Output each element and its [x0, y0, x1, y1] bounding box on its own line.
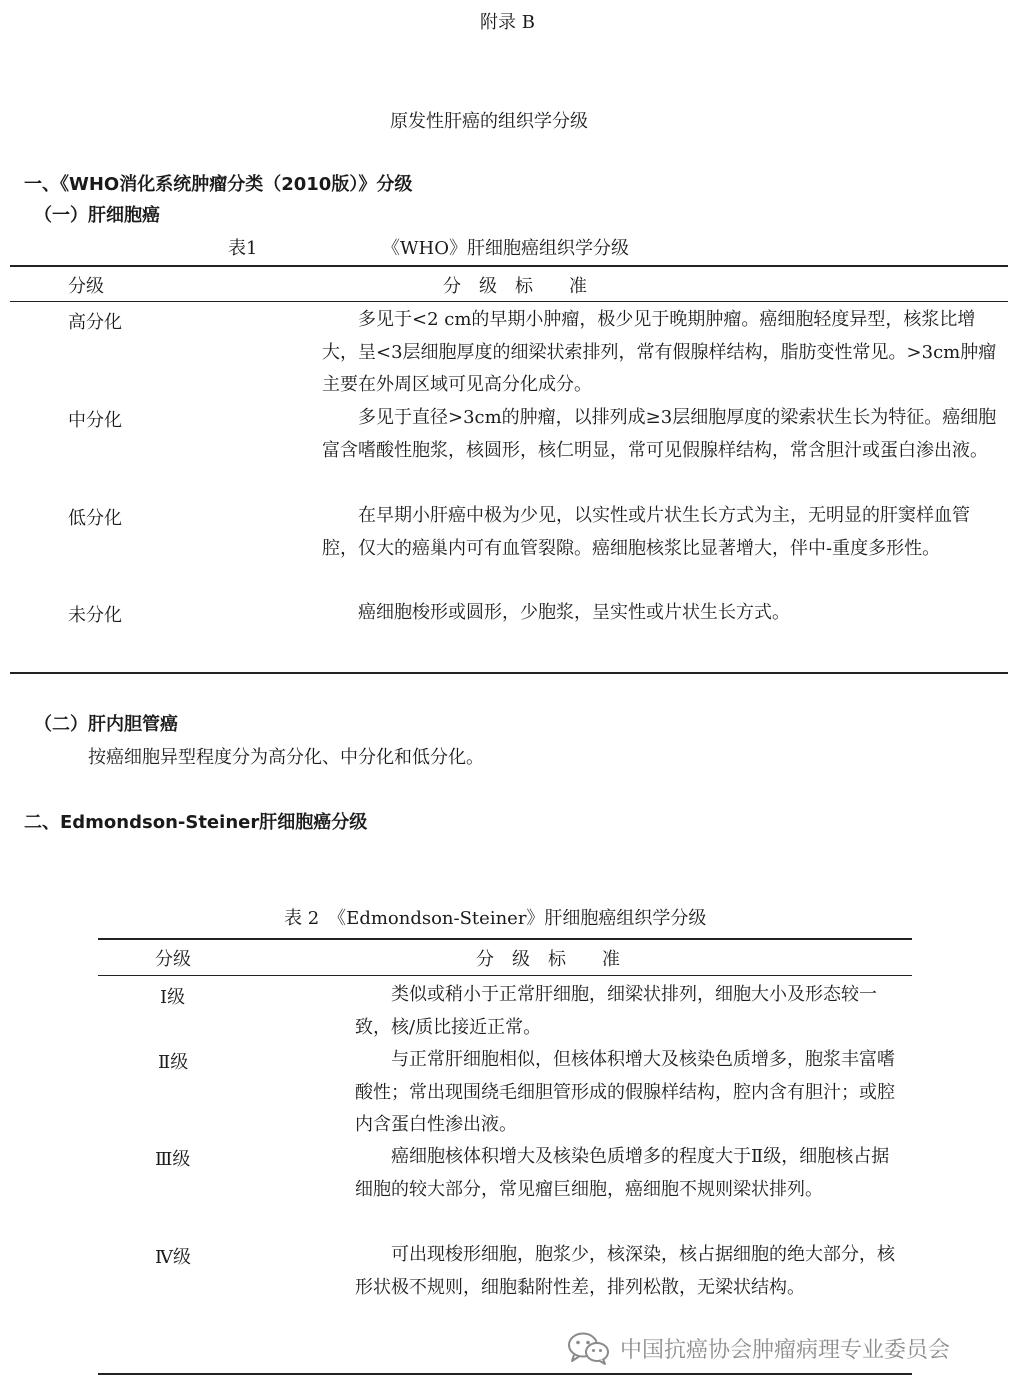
- table1-row-criteria: 在早期小肝癌中极为少见，以实性或片状生长方式为主，无明显的肝窦样血管腔，仅大的癌巢内可有血管裂隙。癌细胞核浆比显著增大，伴中-重度多形性。: [322, 505, 970, 559]
- subsection-hcc-heading: （一）肝细胞癌: [34, 205, 160, 226]
- table1-label: 表1: [228, 238, 258, 259]
- table1-col-criteria: 分 级 标 准: [443, 276, 587, 297]
- table1-row-grade: 低分化: [68, 508, 122, 529]
- table2-row-grade: Ⅱ级: [158, 1052, 189, 1073]
- document-title: 原发性肝癌的组织学分级: [390, 111, 588, 132]
- table1-row-criteria: 多见于<2 cm的早期小肿瘤，极少见于晚期肿瘤。癌细胞轻度异型，核浆比增大，呈<3层细胞厚度的细梁状索排列，常有假腺样结构，脂肪变性常见。>3cm肿瘤主要在外周区域可见高分化成分。: [322, 309, 997, 395]
- table2-col-criteria: 分 级 标 准: [476, 949, 620, 970]
- table2-row-grade: Ⅰ级: [160, 987, 186, 1008]
- table2-top-rule: [98, 938, 912, 940]
- table1-bottom-rule: [10, 672, 1008, 674]
- table1-top-rule: [10, 265, 1008, 267]
- table1-row-grade: 中分化: [68, 410, 122, 431]
- section-2-heading: 二、Edmondson-Steiner肝细胞癌分级: [24, 812, 368, 833]
- table2-row-criteria: 与正常肝细胞相似，但核体积增大及核染色质增多，胞浆丰富嗜酸性；常出现围绕毛细胆管形成的假腺样结构，腔内含有胆汁；或腔内含蛋白性渗出液。: [355, 1049, 895, 1135]
- watermark: [566, 1328, 950, 1368]
- section-1-heading: 一、《WHO消化系统肿瘤分类（2010版）》分级: [24, 174, 413, 195]
- table2-row-criteria: 类似或稍小于正常肝细胞，细梁状排列，细胞大小及形态较一致，核/质比接近正常。: [355, 984, 877, 1038]
- table2-header-rule: [98, 975, 912, 976]
- table2-row-criteria: 可出现梭形细胞，胞浆少，核深染，核占据细胞的绝大部分，核形状极不规则，细胞黏附性差，排列松散，无梁状结构。: [355, 1244, 895, 1298]
- appendix-title: 附录 B: [480, 12, 535, 33]
- table2-row-grade: Ⅳ级: [155, 1247, 191, 1268]
- table1-row-criteria: 癌细胞梭形或圆形，少胞浆，呈实性或片状生长方式。: [358, 602, 790, 623]
- icc-text: 按癌细胞异型程度分为高分化、中分化和低分化。: [88, 747, 484, 768]
- table1-row-criteria: 多见于直径>3cm的肿瘤，以排列成≥3层细胞厚度的梁索状生长为特征。癌细胞富含嗜酸性胞浆，核圆形，核仁明显，常可见假腺样结构，常含胆汁或蛋白渗出液。: [322, 407, 997, 461]
- watermark-text: 中国抗癌协会肿瘤病理专业委员会: [620, 1337, 951, 1363]
- wechat-icon: [566, 1330, 610, 1366]
- table2-col-grade: 分级: [155, 949, 191, 970]
- table1-row-grade: 高分化: [68, 312, 122, 333]
- subsection-icc-heading: （二）肝内胆管癌: [34, 714, 178, 735]
- table1-header-rule: [10, 301, 1008, 302]
- table1-title: 《WHO》肝细胞癌组织学分级: [382, 238, 629, 259]
- table2-row-criteria: 癌细胞核体积增大及核染色质增多的程度大于Ⅱ级，细胞核占据细胞的较大部分，常见瘤巨细胞，癌细胞不规则梁状排列。: [355, 1146, 890, 1200]
- table2-bottom-rule: [98, 1373, 912, 1375]
- table1-col-grade: 分级: [68, 276, 104, 297]
- table1-row-grade: 未分化: [68, 605, 122, 626]
- table2-title: 表 2 《Edmondson-Steiner》肝细胞癌组织学分级: [284, 908, 707, 929]
- table2-row-grade: Ⅲ级: [155, 1149, 191, 1170]
